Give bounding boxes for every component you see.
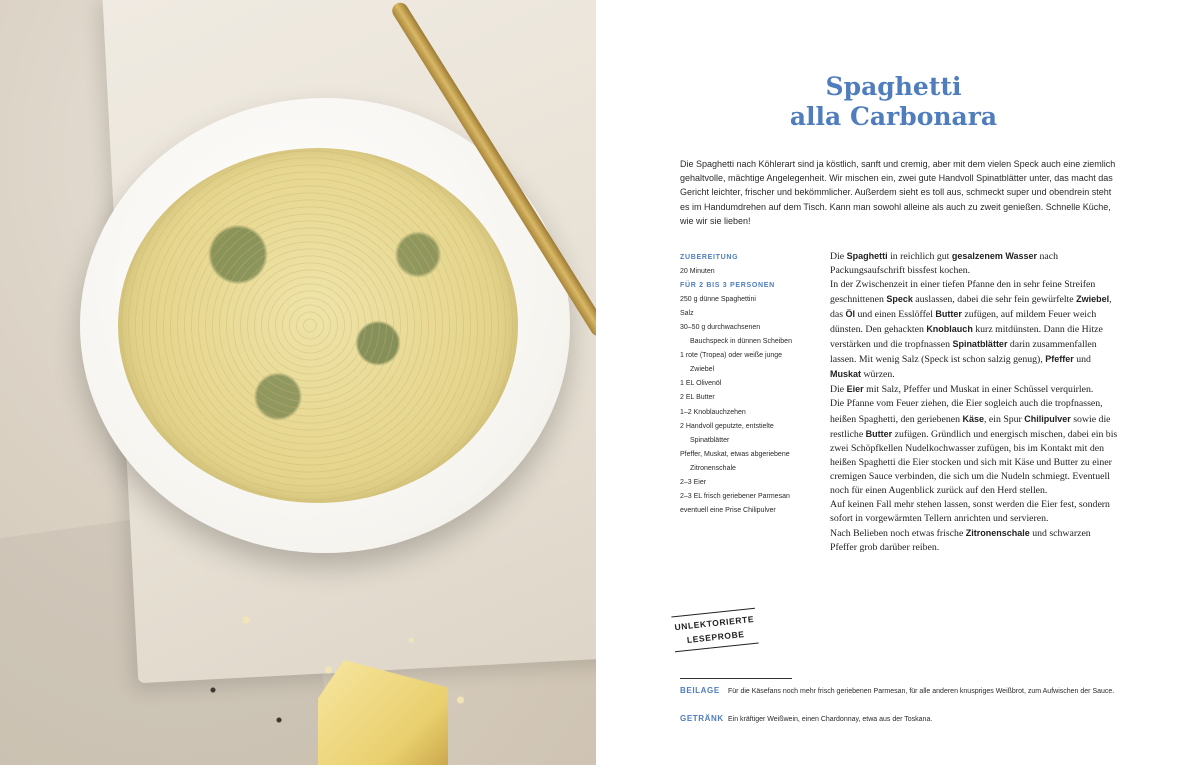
stamp-line-1: UNLEKTORIERTE — [674, 613, 755, 633]
side-dish-text: Für die Käsefans noch mehr frisch geriebenen Parmesan, für alle anderen knuspriges Weißbrot, zum Aufwischen der Sauce. — [728, 688, 1115, 695]
ingredient-item: 30–50 g durchwachsenen — [680, 324, 761, 332]
ingredient-list — [680, 293, 825, 518]
ingredient-item: 1 rote (Tropea) oder weiße junge — [680, 352, 783, 360]
method-text-run: In der Zwischenzeit in einer tiefen Pfanne den in sehr feine Streifen geschnittenen — [830, 279, 1096, 306]
method-text-run: , das — [830, 294, 1112, 321]
highlighted-ingredient: Eier — [846, 384, 864, 395]
method-text-run: Auf keinen Fall mehr stehen lassen, sonst werden die Eier fest, sondern sofort in vorgewärmten Tellern anrichten und servieren. — [830, 498, 1110, 524]
recipe-title — [596, 72, 1191, 132]
method-text-run: und schwarzen Pfeffer grob darüber reiben. — [830, 527, 1091, 553]
ingredient-item: Zitronenschale — [690, 464, 736, 472]
highlighted-ingredient: Spinatblätter — [952, 339, 1008, 350]
drink-note — [680, 712, 1120, 727]
method-text-run: auslassen, dabei die sehr fein gewürfelte — [912, 294, 1077, 306]
ingredient-item: eventuell eine Prise Chilipulver — [680, 506, 776, 514]
drink-label: GETRÄNK — [680, 714, 724, 723]
ingredient-item: 1 EL Olivenöl — [680, 380, 722, 388]
title-line-1: Spaghetti — [825, 72, 962, 101]
method-text-run: kurz mitdünsten. Dann die Hitze verstärken und die tropfnassen — [830, 324, 1103, 351]
ingredient-item: 2 EL Butter — [680, 394, 715, 402]
highlighted-ingredient: Butter — [935, 309, 962, 320]
method-step — [830, 249, 1120, 278]
method-text-run: Die — [830, 384, 847, 396]
method-text-run: nach Packungsaufschrift bissfest kochen. — [830, 251, 1059, 277]
ingredient-item: Salz — [680, 310, 694, 318]
method-step — [830, 397, 1120, 497]
spaghetti-strands — [118, 148, 518, 503]
ingredient-item: 2–3 Eier — [680, 478, 707, 486]
recipe-page — [596, 0, 1191, 765]
method-text-run: sowie die restliche — [830, 413, 1111, 440]
highlighted-ingredient: Käse — [962, 413, 984, 424]
method-text-run: Nach Belieben noch etwas frische — [830, 527, 966, 539]
method-step — [830, 382, 1120, 397]
highlighted-ingredient: Chilipulver — [1024, 413, 1071, 424]
side-dish-label: BEILAGE — [680, 686, 720, 695]
ingredient-item: Pfeffer, Muskat, etwas abgeriebene — [680, 450, 790, 458]
recipe-intro: Die Spaghetti nach Köhlerart sind ja köstlich, sanft und cremig, aber mit dem vielen Speck auch eine ziemlich gehaltvolle, mächtige Angelegenheit. Wir mischen ein, zwei gute Handvoll Spinatblätter unter, das macht das Gericht leichter, frischer und bekömmlicher. Außerdem sieht es toll aus, schmeckt super und obendrein steht es im Handumdrehen auf dem Tisch. Kann man sowohl alleine als auch zu zweit genießen. Schnelle Küche, wie wir sie lieben! — [680, 159, 1116, 226]
ingredient-item: Zwiebel — [690, 366, 715, 374]
ingredient-item: 1–2 Knoblauchzehen — [680, 408, 746, 416]
highlighted-ingredient: Muskat — [830, 369, 862, 380]
method-text-run: zufügen. Gründlich und energisch mischen, dabei ein bis zwei Schöpfkellen Nudelkochwasser zufügen, bis im Kontakt mit den heißen Spaghetti die Eier stocken und sich mit Käse und Butter zu einer cremigen Sauce verbinden, die sich um die Nudeln schmiegt. Eventuell noch für einen Augenblick zurück auf den Herd stellen. — [830, 428, 1118, 496]
drink-text: Ein kräftiger Weißwein, einen Chardonnay, etwa aus der Toskana. — [728, 716, 933, 723]
highlighted-ingredient: Butter — [865, 428, 893, 439]
highlighted-ingredient: gesalzenem Wasser — [951, 251, 1038, 261]
method-text-run: Die — [830, 251, 847, 262]
ingredient-item: Spinatblätter — [690, 436, 730, 444]
ingredient-item: 2–3 EL frisch geriebener Parmesan — [680, 492, 790, 500]
side-dish-note — [680, 684, 1120, 699]
method-text-run: zufügen, auf mildem Feuer weich dünsten. Den gehackten — [830, 309, 1097, 336]
title-line-2: alla Carbonara — [789, 102, 998, 131]
prep-heading: ZUBEREITUNG — [680, 254, 739, 261]
method-text-run: in reichlich gut — [887, 251, 952, 262]
method-step — [830, 526, 1120, 555]
highlighted-ingredient: Zitronenschale — [965, 527, 1030, 538]
ingredient-item: 250 g dünne Spaghettini — [680, 296, 756, 304]
method-text-run: würzen. — [861, 369, 895, 381]
servings-heading: FÜR 2 BIS 3 PERSONEN — [680, 282, 775, 290]
stamp-line-2: LESEPROBE — [686, 628, 746, 645]
method-text — [830, 249, 1120, 555]
method-text-run: darin zusammenfallen lassen. Mit wenig Salz (Speck ist schon salzig genug), — [830, 339, 1097, 366]
ingredient-item: 2 Handvoll geputzte, entstielte — [680, 422, 774, 430]
prep-time: 20 Minuten — [680, 268, 715, 276]
method-text-run: mit Salz, Pfeffer und Muskat in einer Schüssel verquirlen. — [863, 384, 1094, 396]
method-text-run: und einen Esslöffel — [855, 309, 936, 321]
highlighted-ingredient: Spaghetti — [846, 251, 888, 261]
highlighted-ingredient: Speck — [886, 294, 913, 305]
highlighted-ingredient: Knoblauch — [926, 324, 973, 335]
highlighted-ingredient: Öl — [845, 309, 856, 320]
method-text-run: , ein Spur — [984, 413, 1025, 425]
ingredients-column — [680, 251, 825, 518]
method-text-run: Die Pfanne vom Feuer ziehen, die Eier sogleich auch die tropfnassen, heißen Spaghetti, den geriebenen — [830, 398, 1103, 425]
unedited-preview-stamp — [671, 608, 758, 653]
highlighted-ingredient: Zwiebel — [1076, 294, 1110, 305]
method-text-run: und — [1073, 354, 1091, 366]
method-step — [830, 278, 1120, 382]
method-step — [830, 498, 1120, 526]
highlighted-ingredient: Pfeffer — [1045, 354, 1074, 365]
divider — [680, 678, 792, 679]
ingredient-item: Bauchspeck in dünnen Scheiben — [690, 338, 792, 346]
